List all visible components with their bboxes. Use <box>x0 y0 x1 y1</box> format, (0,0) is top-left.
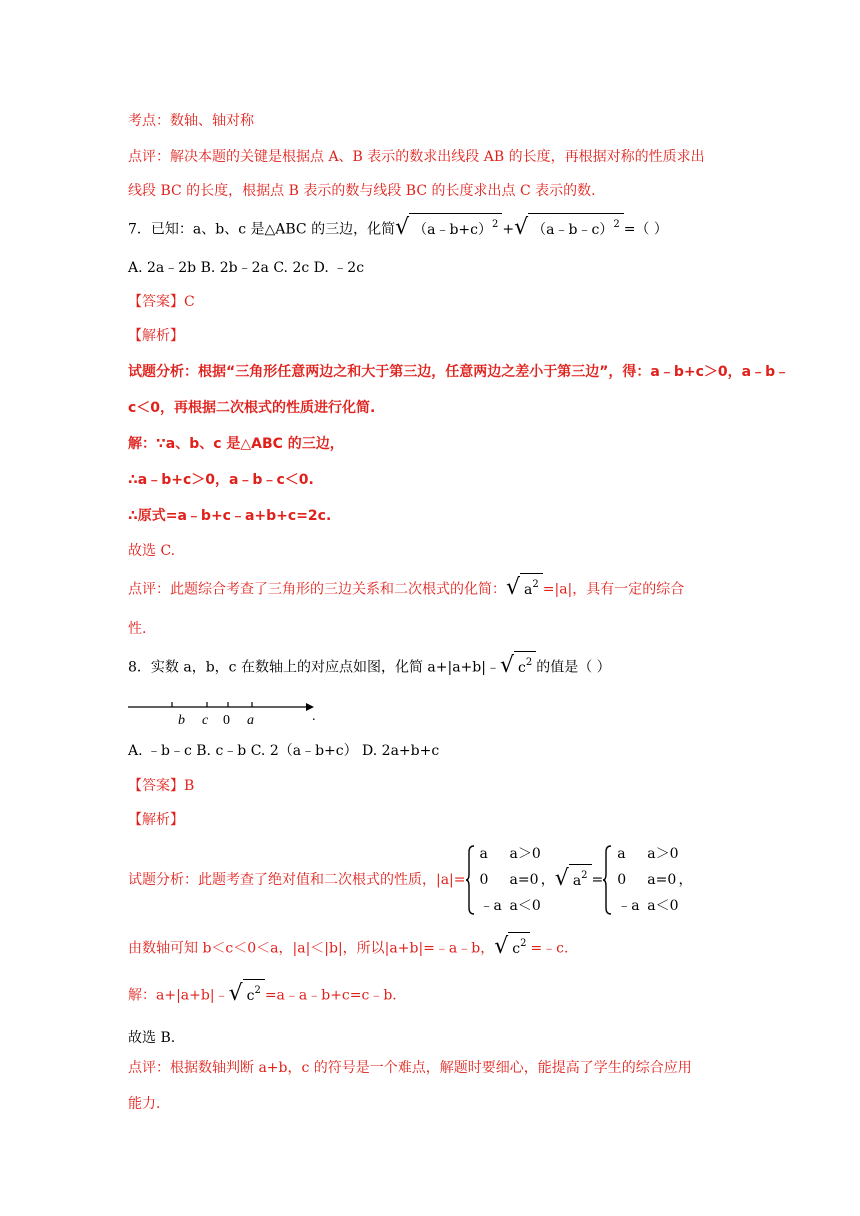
dianping-line-1: 点评：解决本题的关键是根据点 A、B 表示的数求出线段 AB 的长度，再根据对称的性质求出 <box>128 149 705 165</box>
q8-comment-line-1: 点评：根据数轴判断 a+b，c 的符号是一个难点，解题时要细心，能提高了学生的综合应用 <box>128 1060 692 1076</box>
q8-cases-radical: √ $a^2$ <box>555 864 592 897</box>
q7-plus: + <box>502 221 515 238</box>
q8-stem-radical: √ $c^2$ <box>500 651 536 684</box>
q7-comment-rad-text: a <box>524 582 533 598</box>
number-line-figure <box>128 694 328 730</box>
dianping-line-2: 线段 BC 的长度，根据点 B 表示的数与线段 BC 的长度求出点 C 表示的数. <box>128 183 596 199</box>
label-c: c <box>202 713 209 728</box>
q8-solution-exp: 2 <box>254 985 261 996</box>
q8-line2-text: 由数轴可知 b＜c＜0＜a，|a|＜|b|，所以|a+b|=﹣a﹣b， <box>128 940 495 957</box>
label-a: a <box>247 713 254 728</box>
q7-analysis-line-2: c＜0，再根据二次根式的性质进行化简. <box>128 400 376 416</box>
q8-stem <box>128 651 611 684</box>
q8-solution-text: 解：a+|a+b|﹣ <box>128 987 229 1004</box>
label-b: b <box>178 713 185 728</box>
figure-period: . <box>312 709 316 724</box>
q7-stem-suffix: =（ ） <box>623 221 668 238</box>
q7-stem-text: 7．已知：a、b、c 是△ABC 的三边，化简 <box>128 221 396 238</box>
q8-comment-line-2: 能力. <box>128 1096 161 1112</box>
q8-analysis-line-2 <box>128 932 568 965</box>
q8-solution-radical: √ $c^2$ <box>229 979 265 1012</box>
abs-case-2-val: 0 <box>479 872 489 888</box>
q7-comment-radical: √ $a^2$ <box>506 573 543 606</box>
q8-analysis-cases: 试题分析：此题考查了绝对值和二次根式的性质，|a|= a a＞0 0 a=0 ﹣a a＜0 ，√ $a^2$ = a a＞0 0 a=0 ﹣a a＜0 ， <box>128 840 693 920</box>
q7-exp-1: 2 <box>492 219 499 230</box>
q7-analysis-title: 【解析】 <box>128 328 184 344</box>
q8-choose: 故选 B. <box>128 1030 176 1046</box>
q8-solution-rad-text: c <box>246 988 255 1004</box>
sqrt-case-2-val: 0 <box>617 872 627 888</box>
sqrt-case-1-cond: a＞0 <box>647 846 679 862</box>
left-brace-1 <box>466 844 476 916</box>
sqrt-case-1-val: a <box>617 846 626 862</box>
q7-options: A. 2a﹣2b B. 2b﹣2a C. 2c D. ﹣2c <box>128 260 365 276</box>
q8-solution-suffix: =a﹣a﹣b+c=c﹣b. <box>264 987 397 1004</box>
q7-rad1-text: （a﹣b+c） <box>413 222 493 238</box>
q7-solution-line-3: ∴原式=a﹣b+c﹣a+b+c=2c. <box>128 508 332 524</box>
q8-line2-rad-text: c <box>512 941 521 957</box>
q7-comment-line-2: 性. <box>128 621 147 637</box>
abs-case-1-cond: a＞0 <box>509 846 541 862</box>
q8-analysis-text: 试题分析：此题考查了绝对值和二次根式的性质，|a|= <box>128 872 466 888</box>
q8-solution <box>128 979 397 1012</box>
q8-stem-rad-text: c <box>518 660 526 676</box>
abs-case-2-cond: a=0 <box>509 872 539 888</box>
sqrt-cases <box>603 840 678 920</box>
q7-solution-line-2: ∴a﹣b+c＞0，a﹣b﹣c＜0. <box>128 472 314 488</box>
sqrt-cases-rows <box>617 841 678 919</box>
q7-answer: 【答案】C <box>128 294 195 310</box>
q7-choose: 故选 C. <box>128 543 176 559</box>
q8-cases-end: ， <box>678 872 693 888</box>
left-brace-2 <box>603 844 613 916</box>
abs-cases <box>466 840 541 920</box>
kaodian: 考点：数轴、轴对称 <box>128 113 254 129</box>
q8-stem-suffix: 的值是（ ） <box>536 659 611 676</box>
q8-line2-suffix: =﹣c. <box>530 940 569 957</box>
q8-cases-exp: 2 <box>581 869 588 881</box>
q8-cases-rad-text: a <box>572 872 582 889</box>
abs-cases-rows <box>480 841 541 919</box>
sqrt-case-3-val: ﹣a <box>617 898 640 914</box>
q7-comment-mid: =|a|，具有一定的综合 <box>542 581 685 598</box>
q8-stem-exp: 2 <box>525 657 533 668</box>
q7-rad2-text: （a﹣b﹣c） <box>532 222 614 238</box>
label-0: 0 <box>223 713 230 728</box>
q7-radical-1: √ （a﹣b+c）$^2$ <box>395 213 502 246</box>
q7-comment-exp: 2 <box>532 579 539 590</box>
q8-cases-sep: ， <box>540 872 555 888</box>
q8-line2-radical: √ $c^2$ <box>494 932 530 965</box>
q7-radical-2: √ （a﹣b﹣c）$^2$ <box>514 213 624 246</box>
q8-options: A. ﹣b﹣c B. c﹣b C. 2（a﹣b+c） D. 2a+b+c <box>128 743 440 759</box>
q7-solution-line-1: 解：∵a、b、c 是△ABC 的三边， <box>128 436 344 452</box>
abs-case-3-val: ﹣a <box>479 898 502 914</box>
q7-comment-text: 点评：此题综合考查了三角形的三边关系和二次根式的化简： <box>128 581 506 598</box>
q7-stem <box>128 213 668 246</box>
q7-analysis-line-1: 试题分析：根据“三角形任意两边之和大于第三边，任意两边之差小于第三边”，得：a﹣b+c＞0，a﹣b﹣ <box>128 364 790 380</box>
q8-analysis-title: 【解析】 <box>128 812 184 828</box>
abs-case-1-val: a <box>479 846 488 862</box>
q7-comment-line-1 <box>128 573 684 606</box>
q8-stem-text: 8．实数 a，b，c 在数轴上的对应点如图，化简 a+|a+b|﹣ <box>128 659 500 676</box>
sqrt-case-3-cond: a＜0 <box>647 898 679 914</box>
abs-case-3-cond: a＜0 <box>509 898 541 914</box>
q8-answer: 【答案】B <box>128 778 195 794</box>
q8-line2-exp: 2 <box>520 938 527 949</box>
sqrt-case-2-cond: a=0 <box>647 872 677 888</box>
q7-exp-2: 2 <box>613 219 620 230</box>
